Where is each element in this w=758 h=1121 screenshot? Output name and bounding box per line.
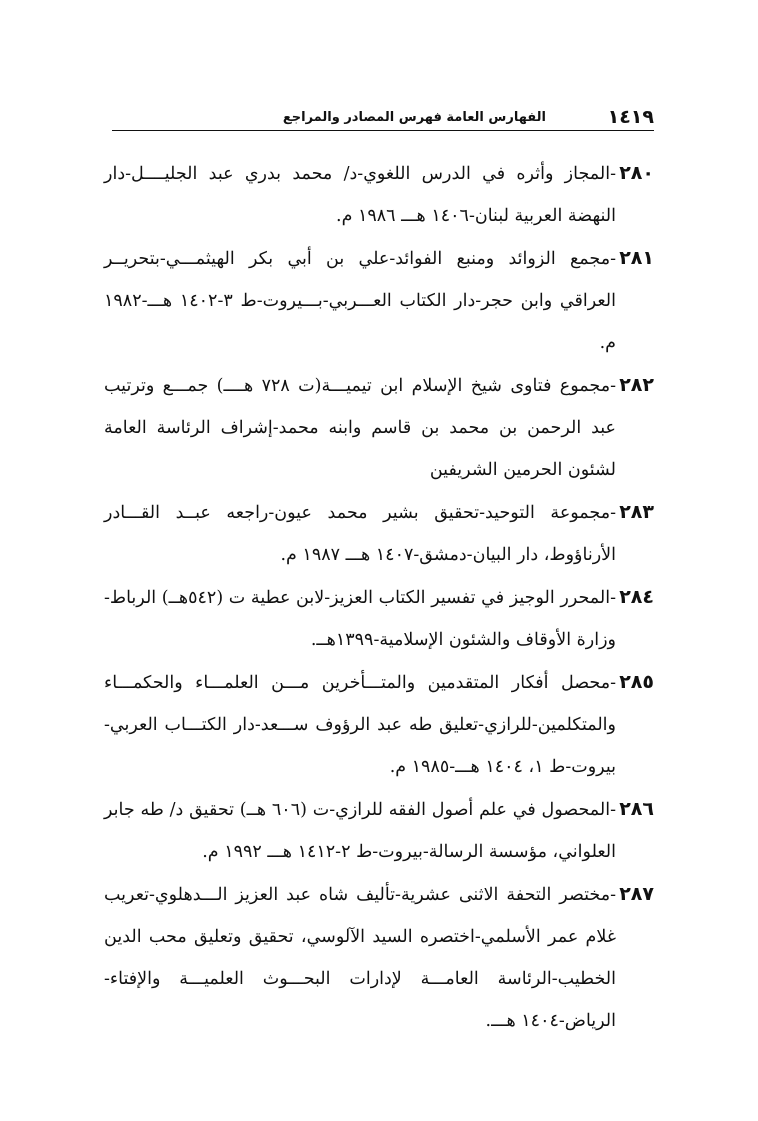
running-title: الفهارس العامة فهرس المصادر والمراجع xyxy=(282,110,546,125)
page-number: ١٤١٩ xyxy=(607,106,654,128)
header-rule xyxy=(112,130,654,131)
bibliography-entry xyxy=(104,873,654,1042)
bibliography-entry xyxy=(104,661,654,788)
entry-number: ٢٨٠ xyxy=(619,162,654,184)
entry-number: ٢٨٢ xyxy=(619,374,654,396)
entry-text: -محصل أفكار المتقدمين والمتـــأخرين مـــن العلمـــاء والحكمـــاء والمتكلمين-للرازي-تعليق طه عبد الرؤوف ســـعد-دار الكتـــاب العربي-بيروت-ط ١، ١٤٠٤ هـــ-١٩٨٥ م. xyxy=(104,673,616,777)
entry-number: ٢٨١ xyxy=(619,247,654,269)
bibliography-entry xyxy=(104,237,654,364)
entry-text: -مجموع فتاوى شيخ الإسلام ابن تيميـــة(ت ٧٢٨ هــــ) جمـــع وترتيب عبد الرحمن بن محمد بن قاسم وابنه محمد-إشراف الرئاسة العامة لشئون الحرمين الشريفين xyxy=(104,376,616,480)
entry-number: ٢٨٧ xyxy=(619,883,654,905)
bibliography-list xyxy=(104,152,654,1042)
entry-text: -المجاز وأثره في الدرس اللغوي-د/ محمد بدري عبد الجليــــل-دار النهضة العربية لبنان-١٤٠٦ هـــ ١٩٨٦ م. xyxy=(104,164,616,226)
entry-text: -مجمع الزوائد ومنبع الفوائد-علي بن أبي بكر الهيثمـــي-بتحريــر العراقي وابن حجر-دار الكتاب العـــربي-بـــيروت-ط ٣-١٤٠٢ هـــ-١٩٨٢ م. xyxy=(104,249,616,353)
bibliography-entry xyxy=(104,576,654,661)
page-header xyxy=(112,100,654,136)
entry-text: -المحرر الوجيز في تفسير الكتاب العزيز-لابن عطية ت (٥٤٢هــ) الرباط-وزارة الأوقاف والشئون الإسلامية-١٣٩٩هــ. xyxy=(104,588,616,650)
bibliography-entry xyxy=(104,152,654,237)
entry-text: -مجموعة التوحيد-تحقيق بشير محمد عيون-راجعه عبــد القـــادر الأرناؤوط، دار البيان-دمشق-١٤٠٧ هـــ ١٩٨٧ م. xyxy=(104,503,616,565)
bibliography-entry xyxy=(104,491,654,576)
entry-number: ٢٨٥ xyxy=(619,671,654,693)
entry-text: -مختصر التحفة الاثنى عشرية-تأليف شاه عبد العزيز الـــدهلوي-تعريب غلام عمر الأسلمي-اختصره السيد الآلوسي، تحقيق وتعليق محب الدين الخطيب-الرئاسة العامـــة لإدارات البحـــوث العلميـــة والإفتاء-الرياض-١٤٠٤ هـــ. xyxy=(104,885,616,1031)
bibliography-entry xyxy=(104,364,654,491)
entry-number: ٢٨٣ xyxy=(619,501,654,523)
entry-number: ٢٨٦ xyxy=(619,798,654,820)
entry-text: -المحصول في علم أصول الفقه للرازي-ت (٦٠٦ هــ) تحقيق د/ طه جابر العلواني، مؤسسة الرسالة-بيروت-ط ٢-١٤١٢ هـــ ١٩٩٢ م. xyxy=(104,800,616,862)
entry-number: ٢٨٤ xyxy=(619,586,654,608)
bibliography-entry xyxy=(104,788,654,873)
